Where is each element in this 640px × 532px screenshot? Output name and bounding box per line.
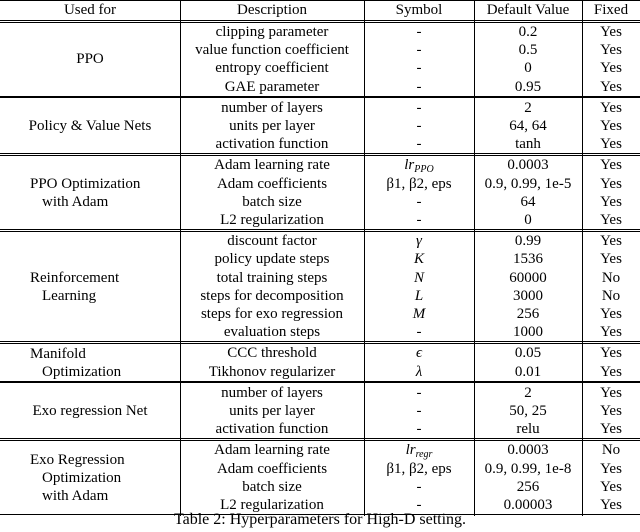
cell-value: 0.95 bbox=[514, 78, 542, 95]
cell-value: 256 bbox=[516, 306, 540, 322]
cell-description: Adam coefficients bbox=[216, 175, 328, 192]
cell-symbol: ϵ bbox=[415, 345, 423, 362]
cell-fixed: Yes bbox=[600, 78, 622, 95]
column-divider bbox=[364, 0, 365, 516]
cell-symbol: N bbox=[413, 269, 424, 286]
cell-fixed: Yes bbox=[600, 478, 622, 495]
group-label-line: Learning bbox=[42, 287, 97, 304]
cell-symbol: - bbox=[416, 136, 422, 153]
cell-description: discount factor bbox=[227, 233, 317, 250]
cell-description: GAE parameter bbox=[224, 78, 320, 95]
cell-value: 60000 bbox=[509, 269, 547, 286]
cell-description: units per layer bbox=[229, 403, 315, 419]
cell-description: Tikhonov regularizer bbox=[208, 363, 336, 380]
cell-symbol: - bbox=[416, 24, 422, 40]
cell-value: 0.9, 0.99, 1e-5 bbox=[484, 175, 572, 192]
cell-fixed: Yes bbox=[600, 384, 622, 401]
cell-description: Adam learning rate bbox=[214, 442, 330, 459]
cell-value: 0.00003 bbox=[503, 497, 553, 513]
cell-value: 3000 bbox=[513, 287, 543, 304]
cell-description: clipping parameter bbox=[215, 24, 329, 40]
group-label-line: Optimization bbox=[42, 469, 122, 486]
column-divider bbox=[582, 0, 583, 516]
cell-value: 0.0003 bbox=[507, 157, 549, 174]
cell-symbol: - bbox=[416, 193, 422, 210]
group-rule bbox=[0, 153, 640, 154]
cell-symbol: β1, β2, eps bbox=[386, 460, 452, 477]
header-symbol: Symbol bbox=[395, 2, 443, 18]
cell-description: L2 regularization bbox=[220, 497, 324, 513]
cell-description: steps for exo regression bbox=[200, 306, 344, 322]
cell-symbol: L bbox=[414, 287, 424, 304]
cell-value: 0.99 bbox=[514, 233, 542, 250]
column-divider bbox=[474, 0, 475, 516]
cell-fixed: Yes bbox=[600, 212, 622, 228]
cell-fixed: Yes bbox=[600, 99, 622, 116]
cell-description: total training steps bbox=[216, 269, 328, 286]
cell-symbol: γ bbox=[416, 233, 422, 250]
cell-fixed: Yes bbox=[600, 193, 622, 210]
cell-value: 0 bbox=[524, 212, 532, 228]
cell-symbol: - bbox=[416, 478, 422, 495]
symbol-subscript: regr bbox=[415, 449, 433, 461]
cell-description: Adam learning rate bbox=[214, 157, 330, 174]
group-label: Policy & Value Nets bbox=[28, 118, 152, 135]
cell-fixed: Yes bbox=[600, 118, 622, 134]
column-divider bbox=[180, 0, 181, 516]
cell-description: units per layer bbox=[229, 118, 315, 134]
cell-symbol: λ bbox=[415, 363, 423, 380]
cell-description: evaluation steps bbox=[223, 324, 321, 341]
cell-description: activation function bbox=[215, 421, 329, 438]
header-fixed: Fixed bbox=[593, 2, 629, 18]
cell-description: entropy coefficient bbox=[215, 60, 329, 77]
group-rule bbox=[0, 229, 640, 230]
group-label-line: Manifold bbox=[30, 345, 86, 362]
cell-fixed: Yes bbox=[600, 421, 622, 438]
cell-value: 256 bbox=[516, 478, 540, 495]
cell-value: 50, 25 bbox=[509, 403, 547, 419]
symbol-subscript: PPO bbox=[414, 164, 434, 176]
group-rule bbox=[0, 438, 640, 439]
header-description: Description bbox=[237, 2, 307, 18]
cell-description: CCC threshold bbox=[227, 345, 317, 362]
cell-fixed: Yes bbox=[600, 42, 622, 59]
header-default-value: Default Value bbox=[486, 2, 570, 18]
cell-value: 0.9, 0.99, 1e-8 bbox=[484, 460, 572, 477]
cell-symbol: - bbox=[416, 99, 422, 116]
cell-description: number of layers bbox=[221, 99, 323, 116]
header-rule-a bbox=[0, 20, 640, 21]
cell-fixed: Yes bbox=[600, 460, 622, 477]
cell-symbol: K bbox=[413, 251, 424, 268]
cell-description: number of layers bbox=[221, 384, 323, 401]
cell-value: 2 bbox=[524, 99, 532, 116]
cell-value: 0.0003 bbox=[507, 442, 549, 459]
group-label bbox=[22, 269, 172, 305]
cell-fixed: Yes bbox=[600, 251, 622, 268]
cell-symbol: - bbox=[416, 42, 422, 59]
cell-value: tanh bbox=[515, 136, 541, 153]
cell-fixed: Yes bbox=[600, 403, 622, 419]
cell-fixed: Yes bbox=[600, 24, 622, 40]
cell-value: 0 bbox=[524, 60, 532, 77]
cell-fixed: No bbox=[601, 269, 621, 286]
group-label-line: with Adam bbox=[42, 193, 109, 210]
cell-symbol: - bbox=[416, 60, 422, 77]
cell-fixed: Yes bbox=[600, 345, 622, 362]
group-label: PPO bbox=[76, 51, 104, 68]
cell-value: 0.5 bbox=[518, 42, 538, 59]
header-used-for: Used for bbox=[63, 2, 117, 18]
cell-symbol: β1, β2, eps bbox=[386, 175, 452, 192]
cell-fixed: Yes bbox=[600, 363, 622, 380]
symbol-base: lr bbox=[405, 442, 416, 459]
cell-symbol: - bbox=[416, 118, 422, 134]
group-label bbox=[22, 175, 172, 211]
cell-value: 0.2 bbox=[518, 24, 538, 40]
cell-value: 64 bbox=[520, 193, 536, 210]
cell-description: L2 regularization bbox=[220, 212, 324, 228]
group-label: Exo regression Net bbox=[32, 403, 148, 420]
cell-symbol: - bbox=[416, 421, 422, 438]
cell-value: relu bbox=[516, 421, 540, 438]
cell-fixed: Yes bbox=[600, 60, 622, 77]
cell-description: activation function bbox=[215, 136, 329, 153]
cell-description: batch size bbox=[242, 478, 302, 495]
group-rule bbox=[0, 341, 640, 342]
cell-symbol bbox=[364, 441, 474, 459]
group-label bbox=[22, 345, 172, 381]
cell-description: Adam coefficients bbox=[216, 460, 328, 477]
group-label-line: PPO Optimization bbox=[30, 175, 141, 192]
cell-symbol: - bbox=[416, 212, 422, 228]
cell-value: 1536 bbox=[513, 251, 543, 268]
cell-symbol bbox=[364, 156, 474, 174]
cell-value: 64, 64 bbox=[509, 118, 547, 134]
group-label-line: Reinforcement bbox=[30, 269, 120, 286]
cell-description: policy update steps bbox=[214, 251, 330, 268]
cell-description: value function coefficient bbox=[195, 42, 349, 59]
symbol-base: lr bbox=[404, 157, 415, 174]
cell-fixed: Yes bbox=[600, 233, 622, 250]
cell-value: 0.01 bbox=[514, 363, 542, 380]
cell-fixed: Yes bbox=[600, 324, 622, 341]
cell-fixed: Yes bbox=[600, 497, 622, 513]
group-label bbox=[22, 451, 172, 505]
group-label-line: Exo Regression bbox=[30, 451, 125, 468]
cell-fixed: Yes bbox=[600, 136, 622, 153]
cell-symbol: - bbox=[416, 384, 422, 401]
group-label-line: Optimization bbox=[42, 363, 122, 380]
cell-value: 1000 bbox=[513, 324, 543, 341]
group-label-line: with Adam bbox=[42, 487, 109, 504]
cell-value: 2 bbox=[524, 384, 532, 401]
cell-description: batch size bbox=[242, 193, 302, 210]
cell-fixed: Yes bbox=[600, 175, 622, 192]
cell-fixed: No bbox=[601, 287, 621, 304]
cell-symbol: - bbox=[416, 497, 422, 513]
cell-description: steps for decomposition bbox=[200, 287, 344, 304]
cell-fixed: Yes bbox=[600, 157, 622, 174]
cell-fixed: Yes bbox=[600, 306, 622, 322]
cell-value: 0.05 bbox=[514, 345, 542, 362]
cell-symbol: - bbox=[416, 403, 422, 419]
cell-symbol: - bbox=[416, 78, 422, 95]
table-caption: Table 2: Hyperparameters for High-D setting. bbox=[173, 511, 467, 528]
cell-symbol: - bbox=[416, 324, 422, 341]
cell-symbol: M bbox=[412, 306, 426, 322]
cell-fixed: No bbox=[601, 442, 621, 459]
